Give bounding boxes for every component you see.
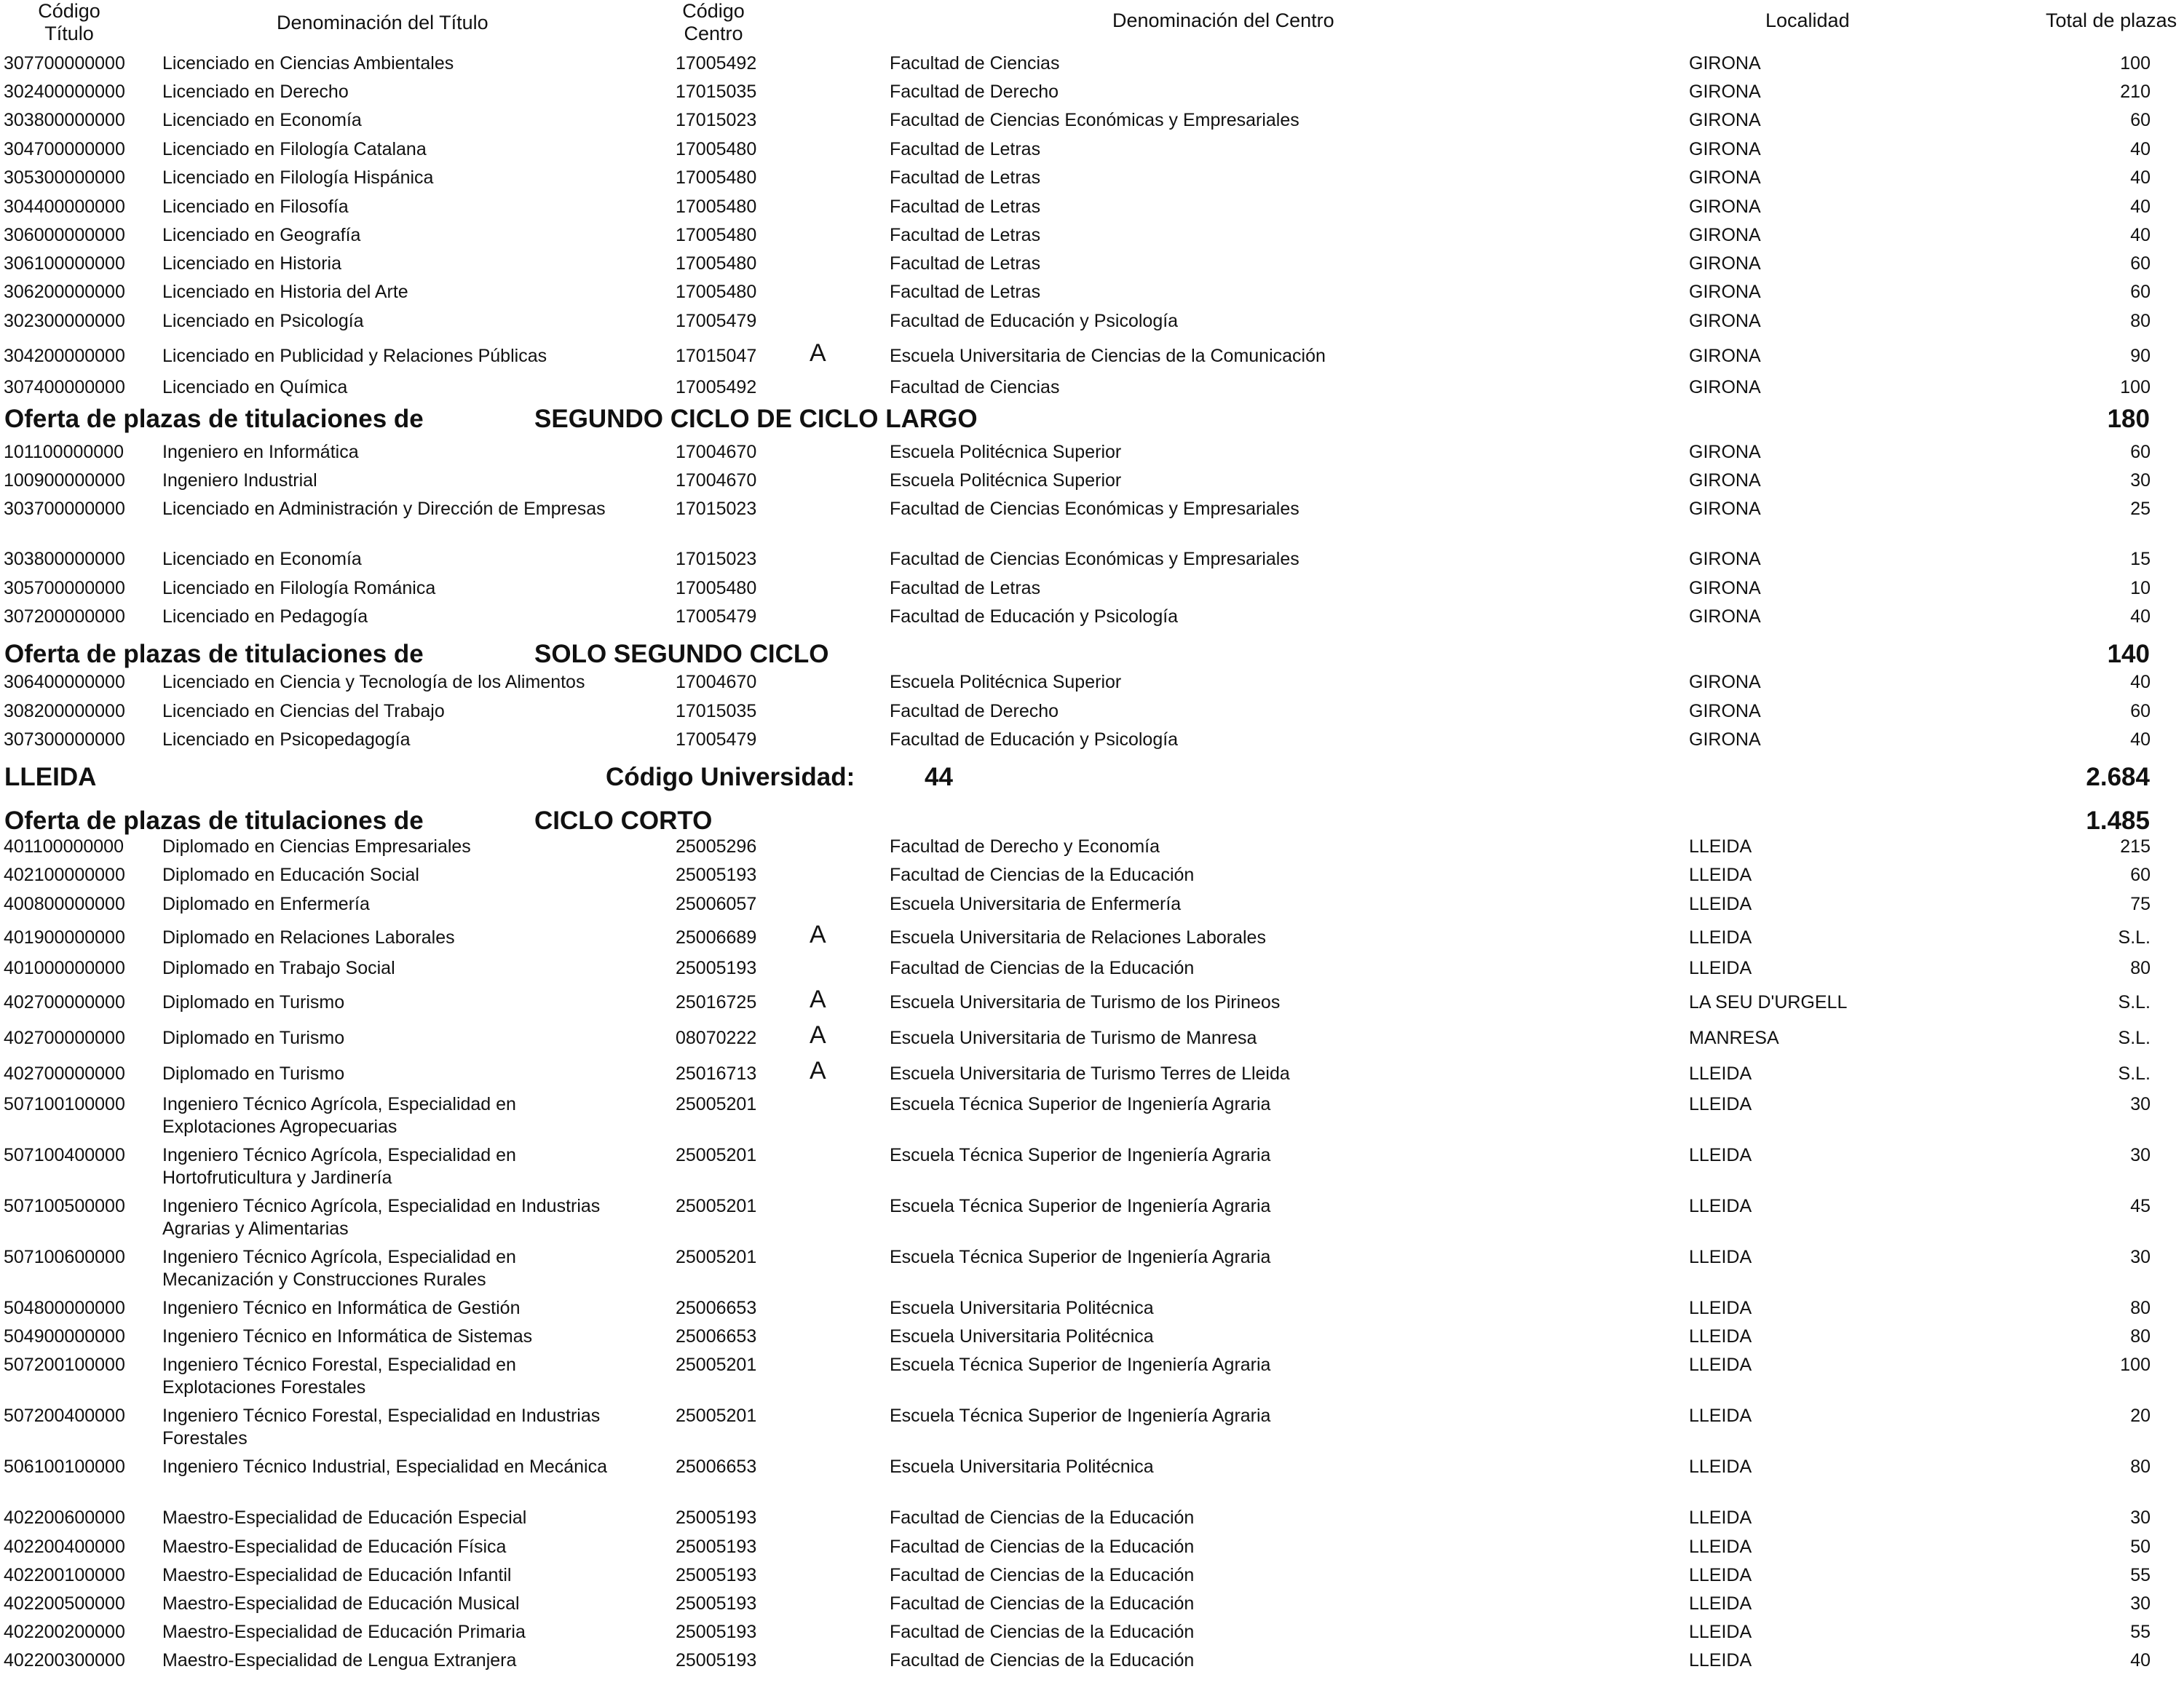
cell-denominacion-titulo: Licenciado en Economía xyxy=(162,110,362,130)
cell-codigo-centro: 25005201 xyxy=(676,1145,757,1165)
cell-denominacion-titulo: Diplomado en Educación Social xyxy=(162,865,419,885)
cell-localidad: GIRONA xyxy=(1689,499,1761,519)
cell-total-plazas: 40 xyxy=(2130,729,2151,750)
cell-denominacion-titulo: Diplomado en Turismo xyxy=(162,1063,345,1084)
cell-total-plazas: 50 xyxy=(2130,1537,2151,1557)
cell-localidad: GIRONA xyxy=(1689,167,1761,188)
cell-localidad: LLEIDA xyxy=(1689,958,1752,978)
cell-total-plazas: 45 xyxy=(2130,1196,2151,1216)
university-code: 44 xyxy=(925,763,953,791)
cell-codigo-centro: 25016713 xyxy=(676,1063,757,1084)
cell-codigo-titulo: 101100000000 xyxy=(4,442,124,462)
cell-denominacion-centro: Facultad de Ciencias de la Educación xyxy=(890,1537,1195,1557)
cell-localidad: GIRONA xyxy=(1689,701,1761,721)
cell-denominacion-titulo: Ingeniero Técnico Forestal, Especialidad en Industrias Forestales xyxy=(162,1406,601,1449)
cell-denominacion-centro: Escuela Universitaria de Ciencias de la Comunicación xyxy=(890,346,1326,366)
cell-denominacion-centro: Facultad de Ciencias de la Educación xyxy=(890,1565,1195,1585)
cell-localidad: LLEIDA xyxy=(1689,1457,1752,1477)
cell-total-plazas: S.L. xyxy=(2118,927,2151,948)
cell-denominacion-titulo: Licenciado en Geografía xyxy=(162,225,361,245)
cell-denominacion-titulo: Licenciado en Historia xyxy=(162,253,341,274)
cell-denominacion-titulo: Licenciado en Psicopedagogía xyxy=(162,729,411,750)
cell-localidad: GIRONA xyxy=(1689,606,1761,627)
cell-localidad: LLEIDA xyxy=(1689,836,1752,857)
cell-total-plazas: 55 xyxy=(2130,1622,2151,1642)
cell-codigo-titulo: 100900000000 xyxy=(4,470,125,491)
cell-denominacion-centro: Facultad de Ciencias Económicas y Empresariales xyxy=(890,549,1299,569)
cell-denominacion-centro: Escuela Universitaria Politécnica xyxy=(890,1326,1154,1347)
cell-codigo-centro: 17005492 xyxy=(676,377,757,397)
cell-total-plazas: 210 xyxy=(2120,82,2151,102)
cell-total-plazas: 40 xyxy=(2130,606,2151,627)
col-header-codigo-centro: Código Centro xyxy=(682,0,745,44)
cell-total-plazas: 40 xyxy=(2130,672,2151,692)
cell-codigo-centro: 17005480 xyxy=(676,225,757,245)
cell-codigo-titulo: 402200400000 xyxy=(4,1537,125,1557)
cell-codigo-titulo: 402200300000 xyxy=(4,1650,125,1671)
cell-codigo-centro: 17005480 xyxy=(676,167,757,188)
section-name: SEGUNDO CICLO DE CICLO LARGO xyxy=(534,405,978,433)
cell-total-plazas: S.L. xyxy=(2118,992,2151,1013)
cell-denominacion-centro: Facultad de Ciencias de la Educación xyxy=(890,1650,1195,1671)
university-total: 2.684 xyxy=(2086,763,2150,791)
cell-codigo-centro: 25005193 xyxy=(676,1593,757,1614)
cell-codigo-titulo: 303800000000 xyxy=(4,110,125,130)
cell-denominacion-centro: Escuela Universitaria Politécnica xyxy=(890,1298,1154,1318)
cell-total-plazas: 60 xyxy=(2130,701,2151,721)
cell-localidad: GIRONA xyxy=(1689,729,1761,750)
cell-denominacion-titulo: Maestro-Especialidad de Educación Musical xyxy=(162,1593,520,1614)
cell-localidad: MANRESA xyxy=(1689,1028,1779,1048)
cell-codigo-titulo: 504800000000 xyxy=(4,1298,125,1318)
cell-denominacion-centro: Escuela Universitaria de Relaciones Laborales xyxy=(890,927,1266,948)
cell-total-plazas: 75 xyxy=(2130,894,2151,914)
cell-codigo-titulo: 507200400000 xyxy=(4,1406,125,1426)
cell-denominacion-titulo: Licenciado en Filología Hispánica xyxy=(162,167,434,188)
col-header-denominacion-titulo: Denominación del Título xyxy=(277,12,488,33)
section-total: 140 xyxy=(2107,640,2150,668)
cell-denominacion-centro: Facultad de Letras xyxy=(890,578,1041,598)
cell-codigo-titulo: 507100500000 xyxy=(4,1196,125,1216)
cell-total-plazas: 25 xyxy=(2130,499,2151,519)
cell-codigo-titulo: 303800000000 xyxy=(4,549,125,569)
col-header-codigo-titulo: Código Título xyxy=(38,0,100,44)
cell-codigo-centro: 25005193 xyxy=(676,865,757,885)
cell-localidad: GIRONA xyxy=(1689,672,1761,692)
cell-total-plazas: 60 xyxy=(2130,282,2151,302)
cell-codigo-titulo: 302400000000 xyxy=(4,82,125,102)
cell-denominacion-centro: Facultad de Letras xyxy=(890,139,1041,159)
cell-flag: A xyxy=(810,986,826,1013)
cell-total-plazas: 30 xyxy=(2130,1593,2151,1614)
cell-total-plazas: 40 xyxy=(2130,139,2151,159)
cell-codigo-titulo: 402700000000 xyxy=(4,1028,125,1048)
cell-denominacion-centro: Facultad de Ciencias de la Educación xyxy=(890,865,1195,885)
cell-total-plazas: 100 xyxy=(2120,53,2151,74)
cell-total-plazas: 100 xyxy=(2120,377,2151,397)
cell-denominacion-titulo: Maestro-Especialidad de Lengua Extranjera xyxy=(162,1650,517,1671)
cell-codigo-titulo: 306200000000 xyxy=(4,282,125,302)
cell-denominacion-centro: Facultad de Letras xyxy=(890,225,1041,245)
cell-denominacion-centro: Facultad de Derecho xyxy=(890,701,1059,721)
cell-total-plazas: 60 xyxy=(2130,865,2151,885)
cell-denominacion-centro: Escuela Técnica Superior de Ingeniería Agraria xyxy=(890,1355,1271,1375)
cell-localidad: LLEIDA xyxy=(1689,1063,1752,1084)
cell-codigo-centro: 25006689 xyxy=(676,927,757,948)
cell-codigo-titulo: 402100000000 xyxy=(4,865,125,885)
cell-codigo-centro: 25005201 xyxy=(676,1196,757,1216)
cell-denominacion-centro: Escuela Politécnica Superior xyxy=(890,672,1122,692)
cell-localidad: LLEIDA xyxy=(1689,1622,1752,1642)
cell-localidad: GIRONA xyxy=(1689,282,1761,302)
cell-denominacion-titulo: Ingeniero Técnico Agrícola, Especialidad en Mecanización y Construcciones Rurales xyxy=(162,1247,516,1290)
university-code-label: Código Universidad: xyxy=(606,763,855,791)
cell-codigo-centro: 17005480 xyxy=(676,139,757,159)
cell-codigo-centro: 17005480 xyxy=(676,578,757,598)
cell-denominacion-titulo: Diplomado en Trabajo Social xyxy=(162,958,395,978)
cell-total-plazas: 215 xyxy=(2120,836,2151,857)
cell-denominacion-centro: Escuela Universitaria de Turismo de los Pirineos xyxy=(890,992,1281,1013)
cell-denominacion-titulo: Diplomado en Ciencias Empresariales xyxy=(162,836,471,857)
cell-denominacion-titulo: Maestro-Especialidad de Educación Especial xyxy=(162,1507,527,1528)
cell-codigo-centro: 17015047 xyxy=(676,346,757,366)
cell-denominacion-titulo: Diplomado en Enfermería xyxy=(162,894,370,914)
cell-localidad: LLEIDA xyxy=(1689,1247,1752,1267)
cell-denominacion-titulo: Licenciado en Psicología xyxy=(162,311,364,331)
cell-codigo-titulo: 402700000000 xyxy=(4,992,125,1013)
cell-localidad: GIRONA xyxy=(1689,311,1761,331)
cell-localidad: GIRONA xyxy=(1689,377,1761,397)
cell-denominacion-centro: Facultad de Educación y Psicología xyxy=(890,311,1179,331)
cell-codigo-centro: 17004670 xyxy=(676,442,757,462)
cell-codigo-centro: 25005201 xyxy=(676,1355,757,1375)
university-name: LLEIDA xyxy=(4,763,97,791)
cell-codigo-titulo: 304700000000 xyxy=(4,139,125,159)
cell-codigo-centro: 17005492 xyxy=(676,53,757,74)
cell-denominacion-centro: Facultad de Educación y Psicología xyxy=(890,606,1179,627)
cell-denominacion-titulo: Diplomado en Relaciones Laborales xyxy=(162,927,455,948)
cell-denominacion-titulo: Ingeniero Técnico en Informática de Sistemas xyxy=(162,1326,533,1347)
cell-denominacion-centro: Escuela Universitaria de Turismo de Manresa xyxy=(890,1028,1257,1048)
cell-codigo-titulo: 402700000000 xyxy=(4,1063,125,1084)
cell-codigo-titulo: 507100400000 xyxy=(4,1145,125,1165)
cell-total-plazas: 10 xyxy=(2130,578,2151,598)
cell-denominacion-centro: Escuela Universitaria Politécnica xyxy=(890,1457,1154,1477)
cell-codigo-titulo: 401900000000 xyxy=(4,927,125,948)
cell-localidad: LLEIDA xyxy=(1689,1650,1752,1671)
cell-localidad: LA SEU D'URGELL xyxy=(1689,992,1848,1013)
cell-codigo-titulo: 402200200000 xyxy=(4,1622,125,1642)
cell-codigo-centro: 17005479 xyxy=(676,729,757,750)
cell-codigo-titulo: 506100100000 xyxy=(4,1457,125,1477)
cell-codigo-centro: 25006653 xyxy=(676,1326,757,1347)
cell-total-plazas: 60 xyxy=(2130,253,2151,274)
cell-denominacion-titulo: Diplomado en Turismo xyxy=(162,1028,345,1048)
cell-codigo-titulo: 402200100000 xyxy=(4,1565,125,1585)
cell-denominacion-centro: Escuela Técnica Superior de Ingeniería Agraria xyxy=(890,1094,1271,1114)
cell-localidad: LLEIDA xyxy=(1689,1507,1752,1528)
cell-codigo-centro: 17015035 xyxy=(676,82,757,102)
cell-total-plazas: 30 xyxy=(2130,1507,2151,1528)
cell-codigo-titulo: 507100100000 xyxy=(4,1094,125,1114)
cell-denominacion-titulo: Licenciado en Ciencias del Trabajo xyxy=(162,701,445,721)
cell-denominacion-centro: Facultad de Ciencias xyxy=(890,377,1060,397)
cell-codigo-centro: 17004670 xyxy=(676,470,757,491)
cell-total-plazas: 40 xyxy=(2130,197,2151,217)
cell-denominacion-titulo: Licenciado en Administración y Dirección de Empresas xyxy=(162,499,606,519)
cell-denominacion-titulo: Licenciado en Publicidad y Relaciones Públicas xyxy=(162,346,547,366)
cell-localidad: LLEIDA xyxy=(1689,1298,1752,1318)
cell-localidad: GIRONA xyxy=(1689,549,1761,569)
cell-denominacion-centro: Escuela Técnica Superior de Ingeniería Agraria xyxy=(890,1247,1271,1267)
cell-denominacion-titulo: Ingeniero Técnico Forestal, Especialidad en Explotaciones Forestales xyxy=(162,1355,516,1398)
cell-denominacion-centro: Facultad de Letras xyxy=(890,253,1041,274)
cell-total-plazas: 20 xyxy=(2130,1406,2151,1426)
cell-denominacion-titulo: Diplomado en Turismo xyxy=(162,992,345,1013)
cell-codigo-centro: 25005193 xyxy=(676,1650,757,1671)
cell-denominacion-centro: Facultad de Letras xyxy=(890,282,1041,302)
cell-codigo-centro: 25006057 xyxy=(676,894,757,914)
cell-localidad: LLEIDA xyxy=(1689,1145,1752,1165)
cell-localidad: GIRONA xyxy=(1689,253,1761,274)
cell-denominacion-titulo: Maestro-Especialidad de Educación Primaria xyxy=(162,1622,526,1642)
cell-denominacion-titulo: Maestro-Especialidad de Educación Infantil xyxy=(162,1565,512,1585)
cell-codigo-centro: 25005201 xyxy=(676,1247,757,1267)
cell-localidad: LLEIDA xyxy=(1689,1565,1752,1585)
cell-codigo-titulo: 400800000000 xyxy=(4,894,125,914)
cell-codigo-centro: 17015035 xyxy=(676,701,757,721)
cell-codigo-centro: 17004670 xyxy=(676,672,757,692)
cell-denominacion-centro: Escuela Politécnica Superior xyxy=(890,470,1122,491)
section-total: 1.485 xyxy=(2086,807,2150,835)
cell-denominacion-titulo: Ingeniero Técnico en Informática de Gestión xyxy=(162,1298,521,1318)
cell-codigo-titulo: 305300000000 xyxy=(4,167,125,188)
cell-total-plazas: 80 xyxy=(2130,1326,2151,1347)
cell-denominacion-centro: Escuela Universitaria de Turismo Terres de Lleida xyxy=(890,1063,1290,1084)
cell-codigo-centro: 17005479 xyxy=(676,606,757,627)
cell-localidad: LLEIDA xyxy=(1689,1406,1752,1426)
col-header-total-plazas: Total de plazas xyxy=(2046,9,2177,31)
cell-denominacion-titulo: Licenciado en Historia del Arte xyxy=(162,282,408,302)
cell-codigo-centro: 25016725 xyxy=(676,992,757,1013)
cell-localidad: LLEIDA xyxy=(1689,1326,1752,1347)
cell-denominacion-titulo: Licenciado en Pedagogía xyxy=(162,606,368,627)
section-label: Oferta de plazas de titulaciones de xyxy=(4,640,424,668)
cell-localidad: LLEIDA xyxy=(1689,865,1752,885)
cell-total-plazas: 100 xyxy=(2120,1355,2151,1375)
cell-denominacion-centro: Facultad de Ciencias de la Educación xyxy=(890,1622,1195,1642)
cell-localidad: LLEIDA xyxy=(1689,1355,1752,1375)
cell-codigo-centro: 25005193 xyxy=(676,958,757,978)
cell-flag: A xyxy=(810,1021,826,1049)
section-label: Oferta de plazas de titulaciones de xyxy=(4,807,424,835)
section-name: SOLO SEGUNDO CICLO xyxy=(534,640,829,668)
cell-total-plazas: S.L. xyxy=(2118,1063,2151,1084)
cell-denominacion-centro: Escuela Técnica Superior de Ingeniería Agraria xyxy=(890,1145,1271,1165)
cell-total-plazas: 80 xyxy=(2130,1457,2151,1477)
cell-total-plazas: S.L. xyxy=(2118,1028,2151,1048)
cell-localidad: LLEIDA xyxy=(1689,927,1752,948)
cell-total-plazas: 30 xyxy=(2130,470,2151,491)
cell-localidad: GIRONA xyxy=(1689,53,1761,74)
cell-localidad: GIRONA xyxy=(1689,470,1761,491)
cell-total-plazas: 55 xyxy=(2130,1565,2151,1585)
cell-codigo-centro: 25005193 xyxy=(676,1565,757,1585)
cell-codigo-centro: 17005480 xyxy=(676,197,757,217)
cell-codigo-titulo: 307200000000 xyxy=(4,606,125,627)
cell-denominacion-centro: Escuela Técnica Superior de Ingeniería Agraria xyxy=(890,1406,1271,1426)
cell-total-plazas: 60 xyxy=(2130,110,2151,130)
cell-codigo-titulo: 402200600000 xyxy=(4,1507,125,1528)
cell-localidad: GIRONA xyxy=(1689,82,1761,102)
cell-codigo-titulo: 507100600000 xyxy=(4,1247,125,1267)
cell-localidad: LLEIDA xyxy=(1689,1196,1752,1216)
cell-codigo-titulo: 305700000000 xyxy=(4,578,125,598)
cell-denominacion-titulo: Ingeniero Industrial xyxy=(162,470,317,491)
cell-codigo-titulo: 306100000000 xyxy=(4,253,125,274)
cell-denominacion-titulo: Licenciado en Filología Románica xyxy=(162,578,436,598)
cell-codigo-centro: 17005479 xyxy=(676,311,757,331)
cell-total-plazas: 60 xyxy=(2130,442,2151,462)
cell-denominacion-titulo: Maestro-Especialidad de Educación Física xyxy=(162,1537,507,1557)
cell-codigo-titulo: 504900000000 xyxy=(4,1326,125,1347)
cell-total-plazas: 40 xyxy=(2130,1650,2151,1671)
cell-denominacion-titulo: Ingeniero Técnico Agrícola, Especialidad en Industrias Agrarias y Alimentarias xyxy=(162,1196,601,1239)
cell-flag: A xyxy=(810,921,826,948)
cell-codigo-titulo: 308200000000 xyxy=(4,701,125,721)
cell-codigo-centro: 08070222 xyxy=(676,1028,757,1048)
cell-total-plazas: 40 xyxy=(2130,167,2151,188)
col-header-localidad: Localidad xyxy=(1765,9,1850,31)
cell-total-plazas: 30 xyxy=(2130,1094,2151,1114)
cell-denominacion-titulo: Ingeniero Técnico Agrícola, Especialidad en Explotaciones Agropecuarias xyxy=(162,1094,516,1137)
cell-codigo-centro: 25005296 xyxy=(676,836,757,857)
cell-denominacion-titulo: Licenciado en Derecho xyxy=(162,82,349,102)
cell-localidad: GIRONA xyxy=(1689,110,1761,130)
cell-total-plazas: 30 xyxy=(2130,1247,2151,1267)
cell-codigo-centro: 25006653 xyxy=(676,1298,757,1318)
section-label: Oferta de plazas de titulaciones de xyxy=(4,405,424,433)
cell-codigo-titulo: 402200500000 xyxy=(4,1593,125,1614)
cell-codigo-centro: 17015023 xyxy=(676,549,757,569)
cell-denominacion-centro: Facultad de Ciencias xyxy=(890,53,1060,74)
cell-localidad: GIRONA xyxy=(1689,197,1761,217)
cell-codigo-centro: 25006653 xyxy=(676,1457,757,1477)
cell-denominacion-centro: Facultad de Letras xyxy=(890,197,1041,217)
cell-codigo-titulo: 304200000000 xyxy=(4,346,125,366)
cell-flag: A xyxy=(810,1057,826,1085)
cell-codigo-titulo: 507200100000 xyxy=(4,1355,125,1375)
cell-total-plazas: 90 xyxy=(2130,346,2151,366)
cell-codigo-titulo: 306000000000 xyxy=(4,225,125,245)
cell-codigo-centro: 17015023 xyxy=(676,499,757,519)
cell-denominacion-centro: Facultad de Letras xyxy=(890,167,1041,188)
cell-codigo-titulo: 307400000000 xyxy=(4,377,125,397)
cell-total-plazas: 15 xyxy=(2130,549,2151,569)
cell-total-plazas: 40 xyxy=(2130,225,2151,245)
cell-denominacion-centro: Facultad de Ciencias de la Educación xyxy=(890,958,1195,978)
cell-localidad: LLEIDA xyxy=(1689,1593,1752,1614)
cell-denominacion-centro: Facultad de Ciencias Económicas y Empresariales xyxy=(890,499,1299,519)
cell-denominacion-centro: Escuela Politécnica Superior xyxy=(890,442,1122,462)
cell-codigo-titulo: 401000000000 xyxy=(4,958,125,978)
col-header-denominacion-centro: Denominación del Centro xyxy=(1112,9,1334,31)
cell-denominacion-centro: Facultad de Educación y Psicología xyxy=(890,729,1179,750)
cell-codigo-titulo: 401100000000 xyxy=(4,836,124,857)
cell-denominacion-centro: Facultad de Ciencias de la Educación xyxy=(890,1507,1195,1528)
cell-denominacion-titulo: Ingeniero Técnico Industrial, Especialidad en Mecánica xyxy=(162,1457,608,1477)
cell-total-plazas: 30 xyxy=(2130,1145,2151,1165)
cell-total-plazas: 80 xyxy=(2130,311,2151,331)
cell-denominacion-titulo: Licenciado en Economía xyxy=(162,549,362,569)
cell-localidad: GIRONA xyxy=(1689,442,1761,462)
cell-codigo-centro: 25005193 xyxy=(676,1622,757,1642)
cell-denominacion-centro: Facultad de Derecho xyxy=(890,82,1059,102)
cell-denominacion-centro: Facultad de Ciencias Económicas y Empresariales xyxy=(890,110,1299,130)
cell-denominacion-titulo: Licenciado en Filosofía xyxy=(162,197,349,217)
cell-localidad: GIRONA xyxy=(1689,225,1761,245)
cell-denominacion-centro: Facultad de Ciencias de la Educación xyxy=(890,1593,1195,1614)
cell-denominacion-centro: Escuela Universitaria de Enfermería xyxy=(890,894,1182,914)
cell-codigo-centro: 25005193 xyxy=(676,1507,757,1528)
section-name: CICLO CORTO xyxy=(534,807,713,835)
cell-codigo-titulo: 304400000000 xyxy=(4,197,125,217)
cell-total-plazas: 80 xyxy=(2130,1298,2151,1318)
cell-localidad: GIRONA xyxy=(1689,139,1761,159)
cell-codigo-centro: 25005193 xyxy=(676,1537,757,1557)
cell-denominacion-titulo: Licenciado en Ciencias Ambientales xyxy=(162,53,454,74)
cell-codigo-centro: 25005201 xyxy=(676,1406,757,1426)
cell-localidad: LLEIDA xyxy=(1689,894,1752,914)
cell-codigo-centro: 25005201 xyxy=(676,1094,757,1114)
section-total: 180 xyxy=(2107,405,2150,433)
cell-codigo-titulo: 307700000000 xyxy=(4,53,125,74)
cell-codigo-titulo: 306400000000 xyxy=(4,672,125,692)
cell-codigo-titulo: 307300000000 xyxy=(4,729,125,750)
cell-codigo-titulo: 302300000000 xyxy=(4,311,125,331)
cell-localidad: GIRONA xyxy=(1689,578,1761,598)
cell-codigo-centro: 17005480 xyxy=(676,253,757,274)
cell-localidad: LLEIDA xyxy=(1689,1094,1752,1114)
cell-denominacion-titulo: Ingeniero en Informática xyxy=(162,442,359,462)
cell-denominacion-centro: Escuela Técnica Superior de Ingeniería Agraria xyxy=(890,1196,1271,1216)
cell-flag: A xyxy=(810,339,826,367)
cell-total-plazas: 80 xyxy=(2130,958,2151,978)
cell-denominacion-titulo: Licenciado en Ciencia y Tecnología de los Alimentos xyxy=(162,672,585,692)
cell-denominacion-titulo: Licenciado en Química xyxy=(162,377,348,397)
cell-localidad: GIRONA xyxy=(1689,346,1761,366)
cell-denominacion-centro: Facultad de Derecho y Economía xyxy=(890,836,1160,857)
cell-codigo-titulo: 303700000000 xyxy=(4,499,125,519)
cell-denominacion-titulo: Licenciado en Filología Catalana xyxy=(162,139,427,159)
cell-codigo-centro: 17015023 xyxy=(676,110,757,130)
cell-localidad: LLEIDA xyxy=(1689,1537,1752,1557)
cell-codigo-centro: 17005480 xyxy=(676,282,757,302)
cell-denominacion-titulo: Ingeniero Técnico Agrícola, Especialidad en Hortofruticultura y Jardinería xyxy=(162,1145,516,1188)
